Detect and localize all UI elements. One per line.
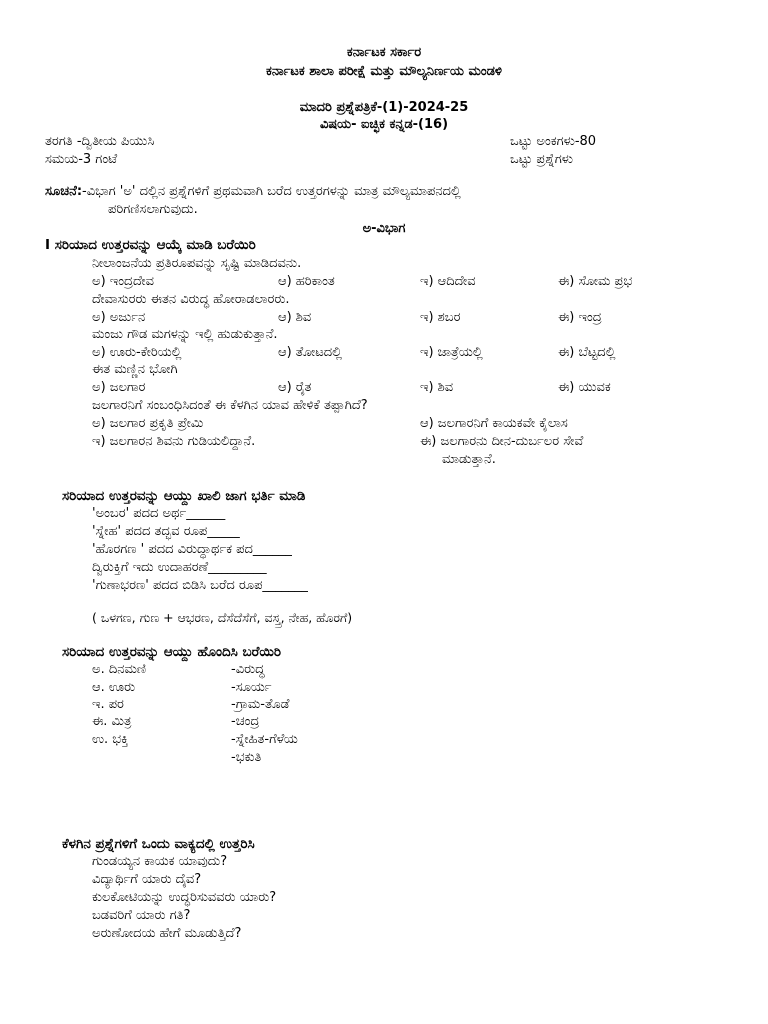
short-question-1: ಗುಂಡಯ್ಯನ ಕಾಯಕ ಯಾವುದು? — [92, 854, 228, 869]
q5-option-b: ಆ) ಜಲಗಾರನಿಗೆ ಕಾಯಕವೇ ಕೈಲಾಸ — [420, 416, 568, 431]
q4-option-c: ಇ) ಶಿವ — [420, 380, 454, 395]
q2-stem: ದೇವಾಸುರರು ಈತನ ವಿರುದ್ಧ ಹೋರಾಡಲಾರರು. — [92, 292, 290, 307]
fill-item-5: 'ಗುಣಾಭರಣ' ಪದದ ಬಿಡಿಸಿ ಬರೆದ ರೂಪ_______ — [92, 578, 308, 593]
q1-option-c: ಇ) ಆದಿದೇವ — [420, 274, 476, 289]
fill-item-3: 'ಹೊರಗಣ ' ಪದದ ವಿರುದ್ಧಾರ್ಥಕ ಪದ______ — [92, 542, 292, 557]
q2-option-d: ಈ) ಇಂದ್ರ — [558, 310, 602, 325]
match-right-6: -ಭಕುತಿ — [231, 750, 262, 765]
q4-option-b: ಆ) ರೈತ — [278, 380, 312, 395]
match-left-1: ಅ. ದಿನಮಣಿ — [92, 662, 147, 677]
match-right-2: -ಸೂರ್ಯ — [231, 680, 272, 695]
match-right-5: -ಸ್ನೇಹಿತ-ಗೆಳೆಯ — [231, 732, 298, 747]
q1-option-a: ಅ) ಇಂದ್ರದೇವ — [92, 274, 154, 289]
match-right-4: -ಚಂದ್ರ — [231, 714, 260, 729]
class-label: ತರಗತಿ -ದ್ವಿತೀಯ ಪಿಯುಸಿ — [45, 134, 155, 149]
q5-option-d-continued: ಮಾಡುತ್ತಾನೆ. — [442, 452, 496, 467]
match-left-2: ಆ. ಊರು — [92, 680, 136, 695]
q3-option-c: ಇ) ಜಾತ್ರೆಯಲ್ಲಿ — [420, 345, 483, 360]
q1-option-b: ಆ) ಹರಿಕಾಂತ — [278, 274, 335, 289]
q5-option-c: ಇ) ಜಲಗಾರನ ಶಿವನು ಗುಡಿಯಲಿದ್ದಾನೆ. — [92, 434, 256, 449]
q2-option-c: ಇ) ಶಬರ — [420, 310, 461, 325]
fill-item-1: 'ಅಂಬರ' ಪದದ ಅರ್ಥ______ — [92, 506, 226, 521]
q3-option-b: ಆ) ತೋಟದಲ್ಲಿ — [278, 345, 342, 360]
part1-heading: I ಸರಿಯಾದ ಉತ್ತರವನ್ನು ಆಯ್ಕೆ ಮಾಡಿ ಬರೆಯಿರಿ — [45, 237, 256, 253]
match-left-4: ಈ. ಮಿತ್ರ — [92, 714, 132, 729]
q3-option-a: ಅ) ಊರು-ಕೇರಿಯಲ್ಲಿ — [92, 345, 182, 360]
time-label: ಸಮಯ-3 ಗಂಟೆ — [45, 152, 118, 167]
q1-option-d: ಈ) ಸೋಮ ಪ್ರಭ — [558, 274, 633, 289]
short-question-3: ಕುಲಕೋಟಿಯನ್ನು ಉದ್ಧರಿಸುವವರು ಯಾರು? — [92, 890, 277, 905]
part3-heading: ಸರಿಯಾದ ಉತ್ತರವನ್ನು ಆಯ್ದು ಹೊಂದಿಸಿ ಬರೆಯಿರಿ — [62, 644, 281, 660]
match-left-3: ಇ. ಪರ — [92, 697, 124, 712]
q3-stem: ಮಂಜು ಗೌಡ ಮಗಳನ್ನು ಇಲ್ಲಿ ಹುಡುಕುತ್ತಾನೆ. — [92, 327, 278, 342]
fill-item-2: 'ಸ್ನೇಹ' ಪದದ ತದ್ಭವ ರೂಪ_____ — [92, 524, 240, 539]
q5-option-a: ಅ) ಜಲಗಾರ ಪ್ರಕೃತಿ ಪ್ರೇಮಿ — [92, 416, 204, 431]
subject-title: ವಿಷಯ- ಐಚ್ಛಿಕ ಕನ್ನಡ-(16) — [319, 117, 449, 132]
match-right-3: -ಗ್ರಾಮ-ತೊಡೆ — [231, 697, 290, 712]
fill-item-4: ದ್ವಿರುಕ್ತಿಗೆ ಇದು ಉದಾಹರಣೆ_________ — [92, 560, 267, 575]
fill-options: ( ಒಳಗಣ, ಗುಣ + ಆಭರಣ, ದೆಸೆದೆಸೆಗೆ, ವಸ್ತ್ರ, ನೇಹ, ಹೊರಗೆ) — [92, 610, 353, 625]
match-right-1: -ವಿರುದ್ಧ — [231, 662, 265, 677]
q4-option-d: ಈ) ಯುವಕ — [558, 380, 611, 395]
q4-stem: ಈತ ಮಣ್ಣಿನ ಭೋಗಿ — [92, 362, 178, 377]
part2-heading: ಸರಿಯಾದ ಉತ್ತರವನ್ನು ಆಯ್ದು ಖಾಲಿ ಜಾಗ ಭರ್ತಿ ಮಾಡಿ — [62, 488, 306, 504]
match-left-5: ಉ. ಭಕ್ತಿ — [92, 732, 129, 747]
q3-option-d: ಈ) ಬೆಟ್ಟದಲ್ಲಿ — [558, 345, 616, 360]
short-question-4: ಬಡವರಿಗೆ ಯಾರು ಗತಿ? — [92, 908, 191, 923]
instruction-label: ಸೂಚನೆ: — [45, 184, 83, 199]
q1-stem: ನೀಲಾಂಜನೆಯ ಪ್ರತಿರೂಪವನ್ನು ಸೃಷ್ಟಿ ಮಾಡಿದವನು. — [92, 256, 302, 271]
instruction-line-2: ಪರಿಗಣಿಸಲಾಗುವುದು. — [108, 202, 198, 217]
part4-heading: ಕೆಳಗಿನ ಪ್ರಶ್ನೆಗಳಿಗೆ ಒಂದು ವಾಕ್ಯದಲ್ಲಿ ಉತ್ತರಿಸಿ — [62, 836, 255, 852]
q5-option-d: ಈ) ಜಲಗಾರನು ದೀನ-ದುರ್ಬಲರ ಸೇವೆ — [420, 434, 584, 449]
q2-option-b: ಆ) ಶಿವ — [278, 310, 312, 325]
total-questions: ಒಟ್ಟು ಪ್ರಶ್ನೆಗಳು — [510, 152, 573, 167]
government-title: ಕರ್ನಾಟಕ ಸರ್ಕಾರ — [346, 45, 422, 60]
q2-option-a: ಅ) ಅರ್ಜುನ — [92, 310, 146, 325]
paper-title: ಮಾದರಿ ಪ್ರಶ್ನೆಪತ್ರಿಕೆ-(1)-2024-25 — [299, 100, 469, 115]
section-title: ಅ-ವಿಭಾಗ — [362, 221, 406, 236]
short-question-2: ವಿದ್ಯಾರ್ಥಿಗೆ ಯಾರು ದೈವ? — [92, 872, 202, 887]
q4-option-a: ಅ) ಜಲಗಾರ — [92, 380, 146, 395]
instruction-line-1 — [45, 184, 461, 200]
q5-stem: ಜಲಗಾರನಿಗೆ ಸಂಬಂಧಿಸಿದಂತೆ ಈ ಕೆಳಗಿನ ಯಾವ ಹೇಳಿಕೆ ತಪ್ಪಾಗಿದೆ? — [92, 398, 368, 413]
total-marks: ಒಟ್ಟು ಅಂಕಗಳು-80 — [510, 134, 597, 149]
short-question-5: ಅರುಣೋದಯ ಹೇಗೆ ಮೂಡುತ್ತಿದೆ? — [92, 926, 242, 941]
board-title: ಕರ್ನಾಟಕ ಶಾಲಾ ಪರೀಕ್ಷೆ ಮತ್ತು ಮೌಲ್ಯನಿರ್ಣಯ ಮಂಡಳಿ — [266, 64, 502, 79]
instruction-text: -ವಿಭಾಗ 'ಅ' ದಲ್ಲಿನ ಪ್ರಶ್ನೆಗಳಿಗೆ ಪ್ರಥಮವಾಗಿ ಬರೆದ ಉತ್ತರಗಳನ್ನು ಮಾತ್ರ ಮೌಲ್ಯಮಾಪನದಲ್ಲಿ — [82, 184, 461, 199]
